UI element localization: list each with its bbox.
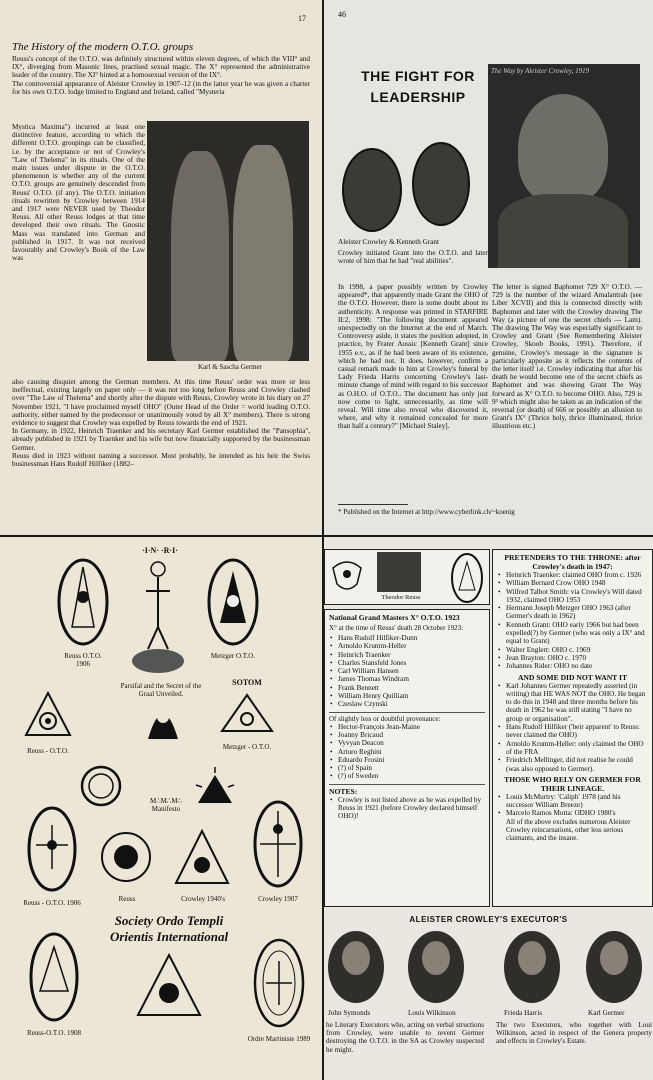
- list-item: • Eduardo Frosini: [329, 756, 485, 764]
- list-item: • Czeslaw Czynski: [329, 700, 485, 708]
- list-item: • Arnoldo Krumm-Heller: only claimed the OHO of the FRA: [497, 740, 648, 757]
- portrait-caption: Theodor Reuss: [381, 594, 421, 601]
- list-item: • Karl Johannes Germer repeatedly asserted (in writing) that HE WAS NOT the OHO. He began to do this in 1948 and three months before his death in 1962 he was still stating "I have no group or organisation".: [497, 682, 648, 723]
- list-item: • Hans Rudolf Hilfiker-Dunn: [329, 634, 485, 642]
- gm-intro: X° at the time of Reuss' death 28 October 1923:: [329, 624, 464, 632]
- general-executors-text: The two Executors, who together with Loui Wilkinson, acted in respect of the Genera property and effects in Crowley's Estate.: [496, 1021, 652, 1046]
- executor-name: John Symonds: [328, 1009, 371, 1017]
- list-item: • William Henry Quilliam: [329, 692, 485, 700]
- label: Reuss: [118, 895, 136, 903]
- gm-list: [329, 634, 485, 709]
- portrait-names: Aleister Crowley & Kenneth Grant: [338, 238, 439, 246]
- label: Reuss-O.T.O. 1908: [27, 1029, 81, 1037]
- drawing-caption: The Way by Aleister Crowley, 1919: [491, 67, 590, 75]
- list-item: • Heinrich Traenker: claimed OHO from c. 1926: [497, 571, 648, 579]
- parsifal-figure-icon: [128, 557, 188, 677]
- list-item: • Carl William Hansen: [329, 667, 485, 675]
- column-right: The letter is signed Baphomet 729 X° O.T.O. — 729 is the number of the wizard Amalantrah (see Liber XCVII) and this is connected directly with Baphomet and later with the Crowley drawing The Way (a picture of one the secret chiefs — Lam). The drawing The Way was especially significant to Crowley and Grant (See Remembering Aleister Crowley, Skoob Books, 1991). Therefore, if genuine, Crowley's message in the signature is particularly apposite as it reflects the contents of the letter itself i.e. Crowley indicating that after his death he would become one of the secret chiefs as Baphomet and was showing Grant The Way forward as X° O.T.O. to become OHO. Also, 729 is 9³ which might also be taken as an indication of the reversal (or death) of 666 or possibly an allusion to Grant's IX° (Thrice holy, thrice illuminated, thrice illustrious etc.): [492, 283, 642, 431]
- crowley-1907-lamen-icon: [252, 799, 304, 889]
- list-item: • Arnoldo Krumm-Heller: [329, 642, 485, 650]
- list-item: • Crowley is not listed above as he was expelled by Reuss in 1921 (before Crowley declared himself OHO)!: [329, 796, 485, 821]
- list-item: • James Thomas Windram: [329, 675, 485, 683]
- symonds-portrait: [328, 931, 384, 1003]
- list-item: • Louis McMurtry: 'Caliph' 1978 (and his successor William Breeze): [497, 793, 648, 810]
- notes-title: NOTES:: [329, 784, 485, 796]
- germer-title: THOSE WHO RELY ON GERMER FOR THEIR LINEAGE.: [504, 774, 641, 793]
- paragraph: Reuss died in 1923 without naming a successor. Most probably, he intended as his heir the Swiss businessman Hans Rudolf Hilfiker (1882–: [12, 451, 310, 469]
- column-left: In 1998, a paper possibly written by Crowley appeared*, that apparently made Grant the OHO of the O.T.O. However, there is some doubt about its authenticity. A response was printed in STARFIRE II:2, 1998: "The following document appeared unexpectedly on the Internet at the end of March. Controversy aside, it states the position adopted, in practice, by Frater Aossic [Kenneth Grant] since 1955 e.v., as if he had been aware of its existence, which he had not. It does, however, confirm a casual remark made to him at Crowley's funeral by Lady Frieda Harris concerning Crowley's last-minute change of mind with regard to his successor as O.H.O. of O.T.O.. The document has only just now come to light, unnecessarily, as time will reveal. Will time also reveal who discovered it, where, and why it remained concealed for more than half a century?" [Michael Staley].: [338, 283, 488, 431]
- section-heading: The History of the modern O.T.O. groups: [12, 41, 194, 53]
- doubt-list: [329, 723, 485, 781]
- list-item: • Wilfred Talbot Smith: via Crowley's Will dated 1932, claimed OHO 1953: [497, 588, 648, 605]
- metzger-seal-icon: [206, 557, 260, 647]
- paragraph: In Germany, in 1922, Heinrich Traenker and his secretary Karl Germer established the "Pansophia", already published in 1921 by Traenker and his wife but now financially supported by the businessman Germer.: [12, 427, 310, 452]
- photo-caption: Karl & Sascha Germer: [198, 363, 262, 371]
- pretenders-box: [492, 549, 653, 907]
- pretenders-list: [497, 571, 648, 671]
- page-number: 17: [298, 14, 306, 23]
- crowley-portrait: [342, 148, 402, 232]
- page-46: [324, 0, 653, 535]
- literary-executors-text: he Literary Executors who, acting on verbal structions from Crowley, were unable to revent Germer destroying the O.T.O. in the SA as Crowley suspected he might.: [326, 1021, 484, 1054]
- list-item: • Charles Stansfeld Jones: [329, 659, 485, 667]
- lower-text: [12, 378, 310, 468]
- drawing-body: [498, 194, 628, 268]
- radiant-eye-icon: [192, 765, 238, 811]
- list-item: • Friedrich Mellinger, did not realise he could (was also opposed to Germer).: [497, 756, 648, 773]
- grand-masters-page: [324, 537, 653, 1080]
- list-item: • Hermann Joseph Metzger OHO 1963 (after Germer's death in 1962): [497, 604, 648, 621]
- seals-page: [0, 537, 322, 1080]
- doubt-title: Of slightly less or doubtful provenance:: [329, 712, 485, 723]
- reuss-circle-seal-icon: [100, 831, 152, 883]
- germer-portrait: [586, 931, 642, 1003]
- list-item: • Frank Bennett: [329, 684, 485, 692]
- pi-circle-icon: [80, 765, 122, 807]
- reuss-1906-seal-icon: [56, 557, 110, 647]
- page-title: THE FIGHT FOR LEADERSHIP: [361, 68, 475, 105]
- executor-name: Louis Wilkinson: [408, 1009, 456, 1017]
- gm-title: National Grand Masters X° O.T.O. 1923: [329, 613, 460, 622]
- grant-portrait: [412, 142, 470, 226]
- list-item: • Hector-François Jean-Maine: [329, 723, 485, 731]
- crowley-1940-triangle-icon: [174, 827, 230, 887]
- label: Ordre Martiniste 1989: [247, 1035, 311, 1043]
- reuss-triangle-icon: [22, 689, 74, 741]
- list-item: • Marcelo Ramos Motta: ODHO 1980's: [497, 809, 648, 817]
- list-item: • Vyvyan Deacon: [329, 739, 485, 747]
- list-item: • (?) of Spain: [329, 764, 485, 772]
- paragraph: The controversial appearance of Aleister Crowley in 1907–12 (in the latter year he was given a charter for his own O.T.O. lodge limited to England and Ireland, called "Mysteria: [12, 79, 310, 96]
- reuss-portrait: [377, 552, 421, 592]
- notes-list: [329, 796, 485, 821]
- list-item: • Jean Brayton: OHO c. 1970: [497, 654, 648, 662]
- figure-silhouette: [171, 151, 229, 361]
- inri-letters: ·I·N· ·R·I·: [142, 546, 178, 555]
- paragraph: Reuss's concept of the O.T.O. was definitely structured within eleven degrees, of which the VIII° and IX°, diverging from Masonic lines, practised sexual magic. The X° represented the administrative leader of the country. The XI° hinted at a homosexual version of the IX°.: [12, 55, 310, 80]
- grand-masters-box: [324, 609, 490, 907]
- list-item: • Arturo Reghini: [329, 748, 485, 756]
- executor-name: Karl Germer: [588, 1009, 625, 1017]
- left-column-text: Mystica Maxima") incurred at least one distinctive feature, according to which the different O.T.O. groupings can be classified, i.e. by the acceptance or not of Crowley's "Law of Thelema" in its rituals. One of the main issues under dispute in the O.T.O. phenomenon is whether any of the current O.T.O. groups are genuinely descended from Reuss' O.T.O. (if any). The O.T.O. initiation rituals rewritten by Crowley between 1914 and 1917 were NEVER used by Theodor Reuss. All other Reuss lodges at that time developed their own rituals. The Gnostic Mass was translated into German and published in 1917. It was not received favourably and Crowley's Book of the Law was: [12, 123, 145, 263]
- label: M∴M∴M∴ Manifesto: [149, 797, 183, 813]
- lamen-seal-icon: [449, 552, 485, 604]
- reuss-header-box: [324, 549, 490, 605]
- germer-photo: [147, 121, 309, 361]
- not-want-list: [497, 682, 648, 773]
- label: Reuss - O.T.O.: [27, 747, 69, 755]
- society-emblem-lettering: Society Ordo Templi Orientis International: [109, 913, 229, 944]
- label: Crowley 1940's: [181, 895, 225, 903]
- list-item: • William Bernard Crow OHO 1948: [497, 579, 648, 587]
- not-want-title: AND SOME DID NOT WANT IT: [517, 672, 628, 682]
- germer-list: [497, 793, 648, 818]
- sotom-label: SOTOM: [232, 678, 262, 687]
- harris-portrait: [504, 931, 560, 1003]
- list-item: • Walter Englert: OHO c. 1969: [497, 646, 648, 654]
- paragraph: also causing disquiet among the German members. At this time Reuss' order was more or less ineffectual, existing largely on paper only — it was not too long before Reuss and Crowley clashed over "The Law of Thelema" and shortly after the dispute with Reuss, Crowley wrote in his diary on 27 November 1921, "I have proclaimed myself OHO" (Outer Head of the Order = world leading O.T.O. authority, either named by the predecessor or unanimously voted by all X° members). There is strong evidence to suggest that Crowley was expelled by Reuss towards the end of 1921.: [12, 378, 310, 428]
- reuss-1908-lamen-icon: [28, 931, 80, 1023]
- eagle-seal-icon: [329, 554, 365, 602]
- the-way-drawing: [488, 64, 640, 268]
- executor-name: Frieda Harris: [504, 1009, 543, 1017]
- reuss-1906-lamen-icon: [26, 805, 78, 893]
- label: Crowley 1907: [258, 895, 298, 903]
- label: Reuss - O.T.O. 1906: [23, 899, 81, 907]
- wilkinson-portrait: [408, 931, 464, 1003]
- figure-silhouette: [233, 145, 293, 361]
- pretenders-title: PRETENDERS TO THE THRONE: after Crowley's death in 1947:: [504, 553, 641, 571]
- closing-note: All of the above excludes numerous Aleister Crowley reincarnations, other less serious claimants, and the insane.: [506, 817, 631, 842]
- list-item: • Johannes Rider: OHO no date: [497, 662, 648, 670]
- list-item: • Kenneth Grant: OHO early 1966 but had been expelled(?) by Germer (who was only a IX° and equal to Grant): [497, 621, 648, 646]
- list-item: • Joanny Bricaud: [329, 731, 485, 739]
- list-item: • Heinrich Traenker: [329, 651, 485, 659]
- label: Metzger - O.T.O.: [222, 743, 272, 751]
- label: Parsifal and the Secret of the Graal Unveiled.: [120, 682, 202, 698]
- phoenix-seal-icon: [138, 689, 188, 751]
- footnote: * Published on the Internet at http://www.cyberlink.ch/~koenig: [338, 508, 515, 516]
- list-item: • Hans Rudolf Hilfiker ('heir apparent' to Reuss: never claimed the OHO): [497, 723, 648, 740]
- intro-text: [12, 55, 310, 96]
- label: Metzger O.T.O.: [210, 652, 256, 660]
- drawing-head: [518, 94, 608, 204]
- page-17: [0, 0, 322, 535]
- list-item: • (?) of Sweden: [329, 772, 485, 780]
- portrait-caption: Crowley initiated Grant into the O.T.O. and later wrote of him that he had "real abilities".: [338, 249, 488, 266]
- martiniste-seal-icon: [252, 937, 306, 1029]
- label: Reuss O.T.O. 1906: [64, 652, 102, 668]
- executors-title: ALEISTER CROWLEY'S EXECUTOR'S: [409, 915, 568, 924]
- page-number: 46: [338, 10, 346, 19]
- footnote-rule: [338, 504, 408, 505]
